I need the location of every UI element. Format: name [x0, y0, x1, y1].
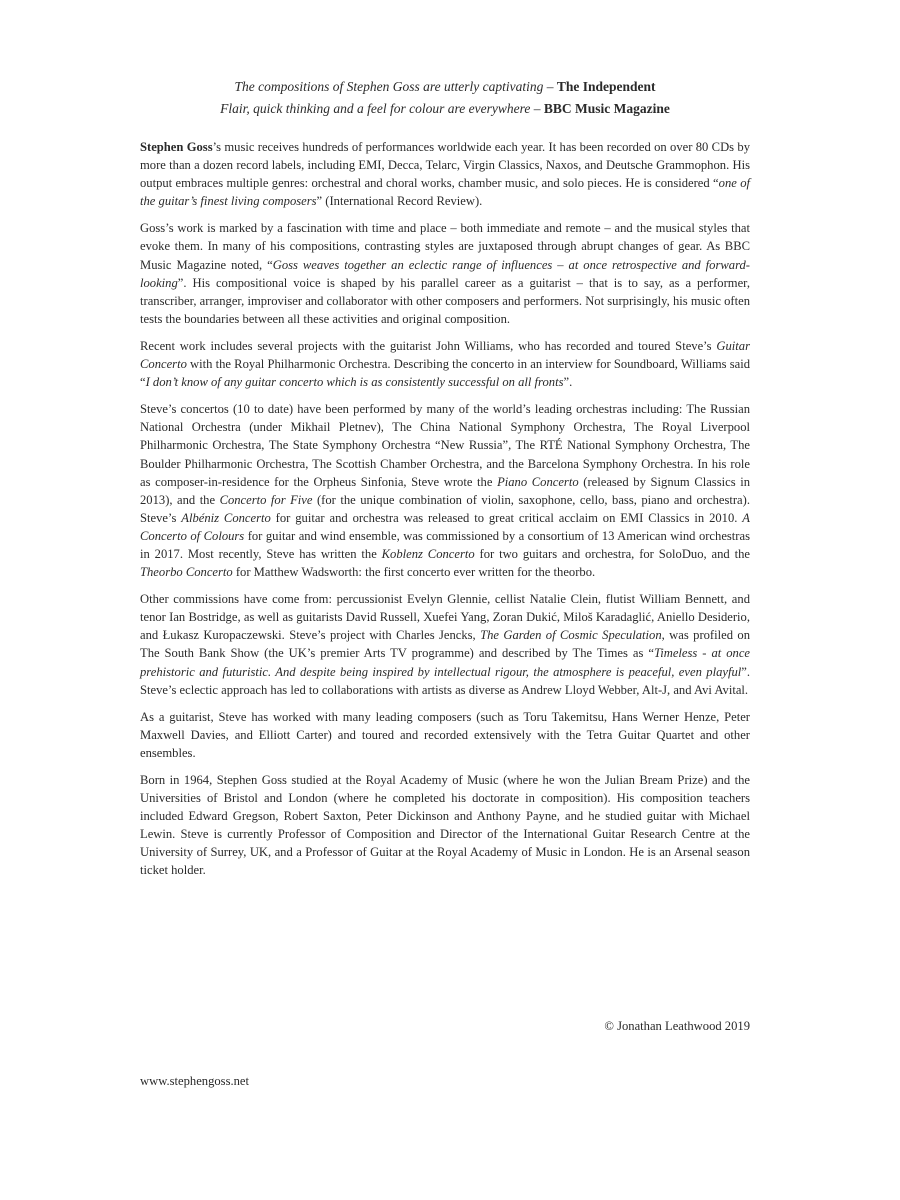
paragraph-style: [140, 219, 750, 328]
text-run: (for the unique combination of violin, saxophone, cello, bass, piano and orchestra). Steve’s: [140, 492, 750, 525]
paragraph-recent-work: [140, 337, 750, 391]
photo-credit: © Jonathan Leathwood 2019: [604, 1019, 750, 1033]
work-title: Albéniz Concerto: [181, 510, 271, 525]
text-run: Steve’s concertos (10 to date) have been performed by many of the world’s leading orchestras including: The Russian National Orchestra (under Mikhail Pletnev), The China National Symphony Orchestra, The Royal Liverpool Philharmonic Orchestra, The State Symphony Orchestra “New Russia”, The RTÉ National Symphony Orchestra, The Boulder Philharmonic Orchestra, The Scottish Chamber Orchestra, and the Barcelona Symphony Orchestra. In his role as composer-in-residence for the Orpheus Sinfonia, Steve wrote the: [140, 402, 750, 489]
inline-quote: one of the guitar’s finest living composers: [140, 176, 750, 209]
paragraph-intro: [140, 138, 750, 210]
quote-source: BBC Music Magazine: [543, 101, 670, 116]
text-run: for guitar and wind ensemble, was commissioned by a consortium of 13 American wind orchestras in 2017. Most recently, Steve has written the: [140, 528, 750, 561]
text-run: ”. Steve’s eclectic approach has led to collaborations with artists as diverse as Andrew Lloyd Webber, Alt-J, and Avi Avital.: [140, 664, 750, 697]
quote-separator: –: [543, 79, 557, 94]
text-run: , was profiled on The South Bank Show (the UK’s premier Arts TV programme) and described by The Times as “: [140, 628, 750, 661]
work-title: Concerto for Five: [219, 492, 313, 507]
work-title: A Concerto of Colours: [140, 510, 750, 543]
text-run: Goss’s work is marked by a fascination with time and place – both immediate and remote – and the musical styles that evoke them. In many of his compositions, contrasting styles are juxtaposed through abrupt changes of gear. As BBC Music Magazine noted, “: [140, 221, 750, 272]
text-run: ” (International Record Review).: [316, 194, 483, 209]
text-run: Recent work includes several projects with the guitarist John Williams, who has recorded and toured Steve’s: [140, 338, 717, 353]
composer-name: Stephen Goss: [140, 140, 213, 154]
press-quote: [140, 76, 750, 98]
press-quote: [140, 98, 750, 120]
work-title: Piano Concerto: [497, 474, 579, 489]
inline-quote: Timeless - at once prehistoric and futuristic. And despite being inspired by intellectual rigour, the atmosphere is peaceful, even playful: [140, 646, 750, 679]
text-run: for guitar and orchestra was released to great critical acclaim on EMI Classics in 2010.: [270, 510, 743, 525]
biography-body: [140, 138, 750, 889]
paragraph-commissions: [140, 590, 750, 699]
work-title: The Garden of Cosmic Speculation: [480, 628, 662, 643]
work-title: Guitar Concerto: [140, 338, 750, 372]
text-run: ’s music receives hundreds of performances worldwide each year. It has been recorded on over 80 CDs by more than a dozen record labels, including EMI, Decca, Telarc, Virgin Classics, Naxos, and Deutsche Grammophon. His output embraces multiple genres: orchestral and choral works, chamber music, and solo pieces. He is considered “: [140, 140, 750, 191]
quote-source: The Independent: [556, 79, 656, 94]
text-run: ”. His compositional voice is shaped by his parallel career as a guitarist – that is to say, as a performer, transcriber, arranger, improviser and collaborator with other composers and performers. Not surprisingly, his music often tests the boundaries between all these activities and original composition.: [140, 275, 750, 326]
paragraph-guitarist: As a guitarist, Steve has worked with many leading composers (such as Toru Takemitsu, Hans Werner Henze, Peter Maxwell Davies, and Elliott Carter) and toured and recorded extensively with the Tetra Guitar Quartet and other ensembles.: [140, 709, 750, 760]
text-run: ”.: [563, 375, 573, 390]
work-title: Theorbo Concerto: [140, 565, 233, 580]
work-title: Koblenz Concerto: [381, 546, 475, 561]
text-run: for Matthew Wadsworth: the first concerto ever written for the theorbo.: [232, 565, 596, 580]
text-run: Other commissions have come from: percussionist Evelyn Glennie, cellist Natalie Clein, flutist William Bennett, and tenor Ian Bostridge, as well as guitarists David Russell, Xuefei Yang, Zoran Dukić, Miloš Karadaglić, Aniello Desiderio, and Łukasz Kuropaczewski. Steve’s project with Charles Jencks,: [140, 592, 750, 643]
quote-separator: –: [530, 101, 544, 116]
paragraph-biography: Born in 1964, Stephen Goss studied at the Royal Academy of Music (where he won the Julian Bream Prize) and the Universities of Bristol and London (where he completed his doctorate in composition). His composition teachers included Edward Gregson, Robert Saxton, Peter Dickinson and Anthony Payne, and he studied guitar with Michael Lewin. Steve is currently Professor of Composition and Director of the International Guitar Research Centre at the University of Surrey, UK, and a Professor of Guitar at the Royal Academy of Music in London. He is an Arsenal season ticket holder.: [140, 773, 750, 878]
quote-text: Flair, quick thinking and a feel for colour are everywhere: [220, 101, 531, 116]
text-run: with the Royal Philharmonic Orchestra. Describing the concerto in an interview for Soundboard, Williams said “: [140, 357, 750, 390]
quote-text: The compositions of Stephen Goss are utterly captivating: [234, 79, 544, 94]
inline-quote: Goss weaves together an eclectic range of influences – at once retrospective and forward-looking: [140, 257, 750, 290]
text-run: for two guitars and orchestra, for SoloDuo, and the: [474, 546, 750, 561]
press-quotes: [140, 76, 750, 120]
website-link[interactable]: www.stephengoss.net: [140, 1074, 250, 1088]
text-run: (released by Signum Classics in 2013), and the: [140, 474, 751, 507]
paragraph-concertos: [140, 400, 750, 581]
inline-quote: I don’t know of any guitar concerto which is as consistently successful on all fronts: [145, 375, 564, 390]
